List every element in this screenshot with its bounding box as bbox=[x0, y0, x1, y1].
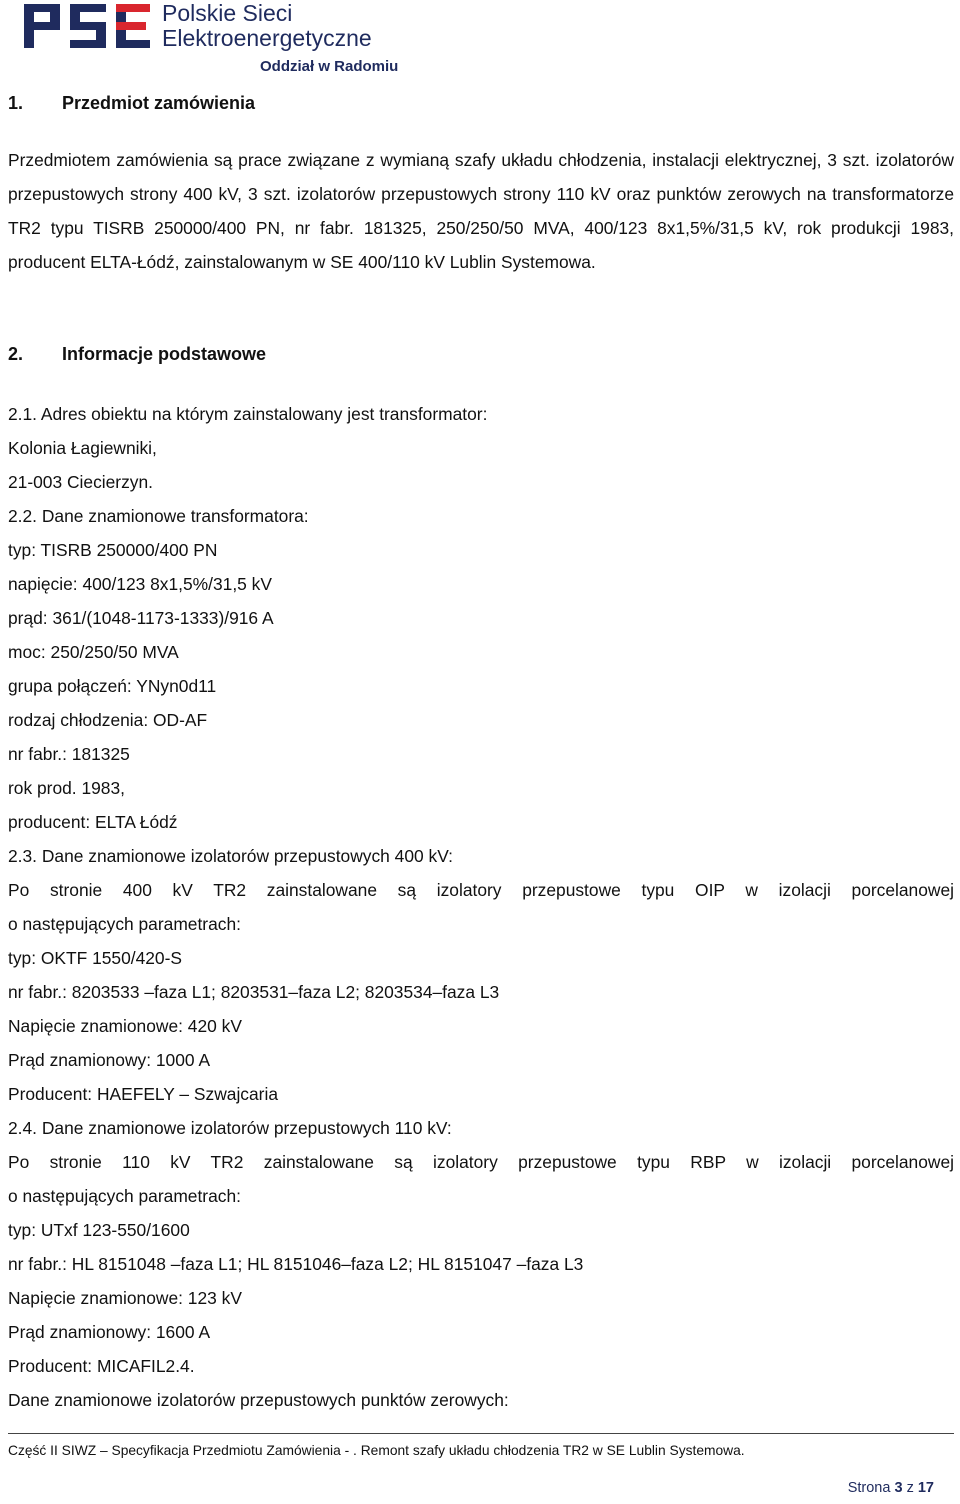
transformer-spec-line: napięcie: 400/123 8x1,5%/31,5 kV bbox=[8, 574, 272, 594]
bushing-110-spec-line: typ: UTxf 123-550/1600 bbox=[8, 1220, 190, 1240]
bushing-400-spec-line: nr fabr.: 8203533 –faza L1; 8203531–faza L2; 8203534–faza L3 bbox=[8, 982, 500, 1002]
section-2-heading bbox=[8, 342, 266, 366]
section-1-title: Przedmiot zamówienia bbox=[62, 93, 256, 113]
page-prefix: Strona bbox=[847, 1480, 891, 1496]
transformer-spec-line: moc: 250/250/50 MVA bbox=[8, 642, 179, 662]
branch-name: Oddział w Radomiu bbox=[260, 58, 399, 75]
page-current: 3 bbox=[894, 1480, 903, 1496]
bushing-110-spec-line: Producent: MICAFIL2.4. bbox=[8, 1356, 195, 1376]
page-separator: z bbox=[906, 1480, 914, 1496]
bushing-110-spec-line: nr fabr.: HL 8151048 –faza L1; HL 8151046–faza L2; HL 8151047 –faza L3 bbox=[8, 1254, 584, 1274]
bushing-400-spec-line: Napięcie znamionowe: 420 kV bbox=[8, 1016, 242, 1036]
page-number bbox=[848, 1480, 934, 1496]
transformer-spec-line: typ: TISRB 250000/400 PN bbox=[8, 540, 218, 560]
transformer-spec-line: producent: ELTA Łódź bbox=[8, 812, 178, 832]
bushing-400-spec-line: Prąd znamionowy: 1000 A bbox=[8, 1050, 211, 1070]
section-2-4-title: 2.4. Dane znamionowe izolatorów przepustowych 110 kV: bbox=[8, 1118, 452, 1138]
section-1-heading bbox=[8, 91, 255, 115]
bushing-110-intro: Po stronie 110 kV TR2 zainstalowane są izolatory przepustowe typu RBP w izolacji porcelanowej bbox=[8, 1152, 954, 1172]
bushing-400-intro: Po stronie 400 kV TR2 zainstalowane są izolatory przepustowe typu OIP w izolacji porcelanowej bbox=[8, 880, 954, 900]
transformer-spec-line: nr fabr.: 181325 bbox=[8, 744, 130, 764]
section-2-1-title: 2.1. Adres obiektu na którym zainstalowany jest transformator: bbox=[8, 404, 488, 424]
pse-logo-mark bbox=[22, 0, 152, 52]
footer-divider bbox=[8, 1433, 954, 1434]
bushing-110-intro-cont: o następujących parametrach: bbox=[8, 1186, 241, 1206]
section-2-3-title: 2.3. Dane znamionowe izolatorów przepustowych 400 kV: bbox=[8, 846, 453, 866]
page-total: 17 bbox=[917, 1480, 934, 1496]
section-2-number: 2. bbox=[8, 344, 24, 364]
section-1-paragraph: Przedmiotem zamówienia są prace związane z wymianą szafy układu chłodzenia, instalacji elektrycznej, 3 szt. izolatorów przepustowych strony 400 kV, 3 szt. izolatorów przepustowych strony 110 kV oraz punktów zerowych na transformatorze TR2 typu TISRB 250000/400 PN, nr fabr. 181325, 250/250/50 MVA, 400/123 8x1,5%/31,5 kV, rok produkcji 1983, producent ELTA-Łódź, zainstalowanym w SE 400/110 kV Lublin Systemowa. bbox=[8, 150, 954, 272]
bushing-400-spec-line: Producent: HAEFELY – Szwajcaria bbox=[8, 1084, 279, 1104]
transformer-spec-line: rok prod. 1983, bbox=[8, 778, 125, 798]
bushing-110-spec-line: Napięcie znamionowe: 123 kV bbox=[8, 1288, 242, 1308]
bushing-110-spec-line: Prąd znamionowy: 1600 A bbox=[8, 1322, 211, 1342]
neutral-bushings-title: Dane znamionowe izolatorów przepustowych punktów zerowych: bbox=[8, 1390, 509, 1410]
company-name-line2: Elektroenergetyczne bbox=[162, 25, 372, 51]
pse-logo bbox=[22, 0, 422, 80]
address-line: Kolonia Łagiewniki, bbox=[8, 438, 157, 458]
transformer-spec-line: grupa połączeń: YNyn0d11 bbox=[8, 676, 217, 696]
section-2-2-title: 2.2. Dane znamionowe transformatora: bbox=[8, 506, 309, 526]
company-name-line1: Polskie Sieci bbox=[162, 0, 293, 26]
section-1-number: 1. bbox=[8, 93, 24, 113]
bushing-400-intro-cont: o następujących parametrach: bbox=[8, 914, 241, 934]
transformer-spec-line: prąd: 361/(1048-1173-1333)/916 A bbox=[8, 608, 274, 628]
section-2-title: Informacje podstawowe bbox=[62, 344, 267, 364]
address-line: 21-003 Ciecierzyn. bbox=[8, 472, 153, 492]
footer-text: Część II SIWZ – Specyfikacja Przedmiotu Zamówienia - . Remont szafy układu chłodzenia TR2 w SE Lublin Systemowa. bbox=[8, 1443, 745, 1458]
bushing-400-spec-line: typ: OKTF 1550/420-S bbox=[8, 948, 182, 968]
transformer-spec-line: rodzaj chłodzenia: OD-AF bbox=[8, 710, 208, 730]
